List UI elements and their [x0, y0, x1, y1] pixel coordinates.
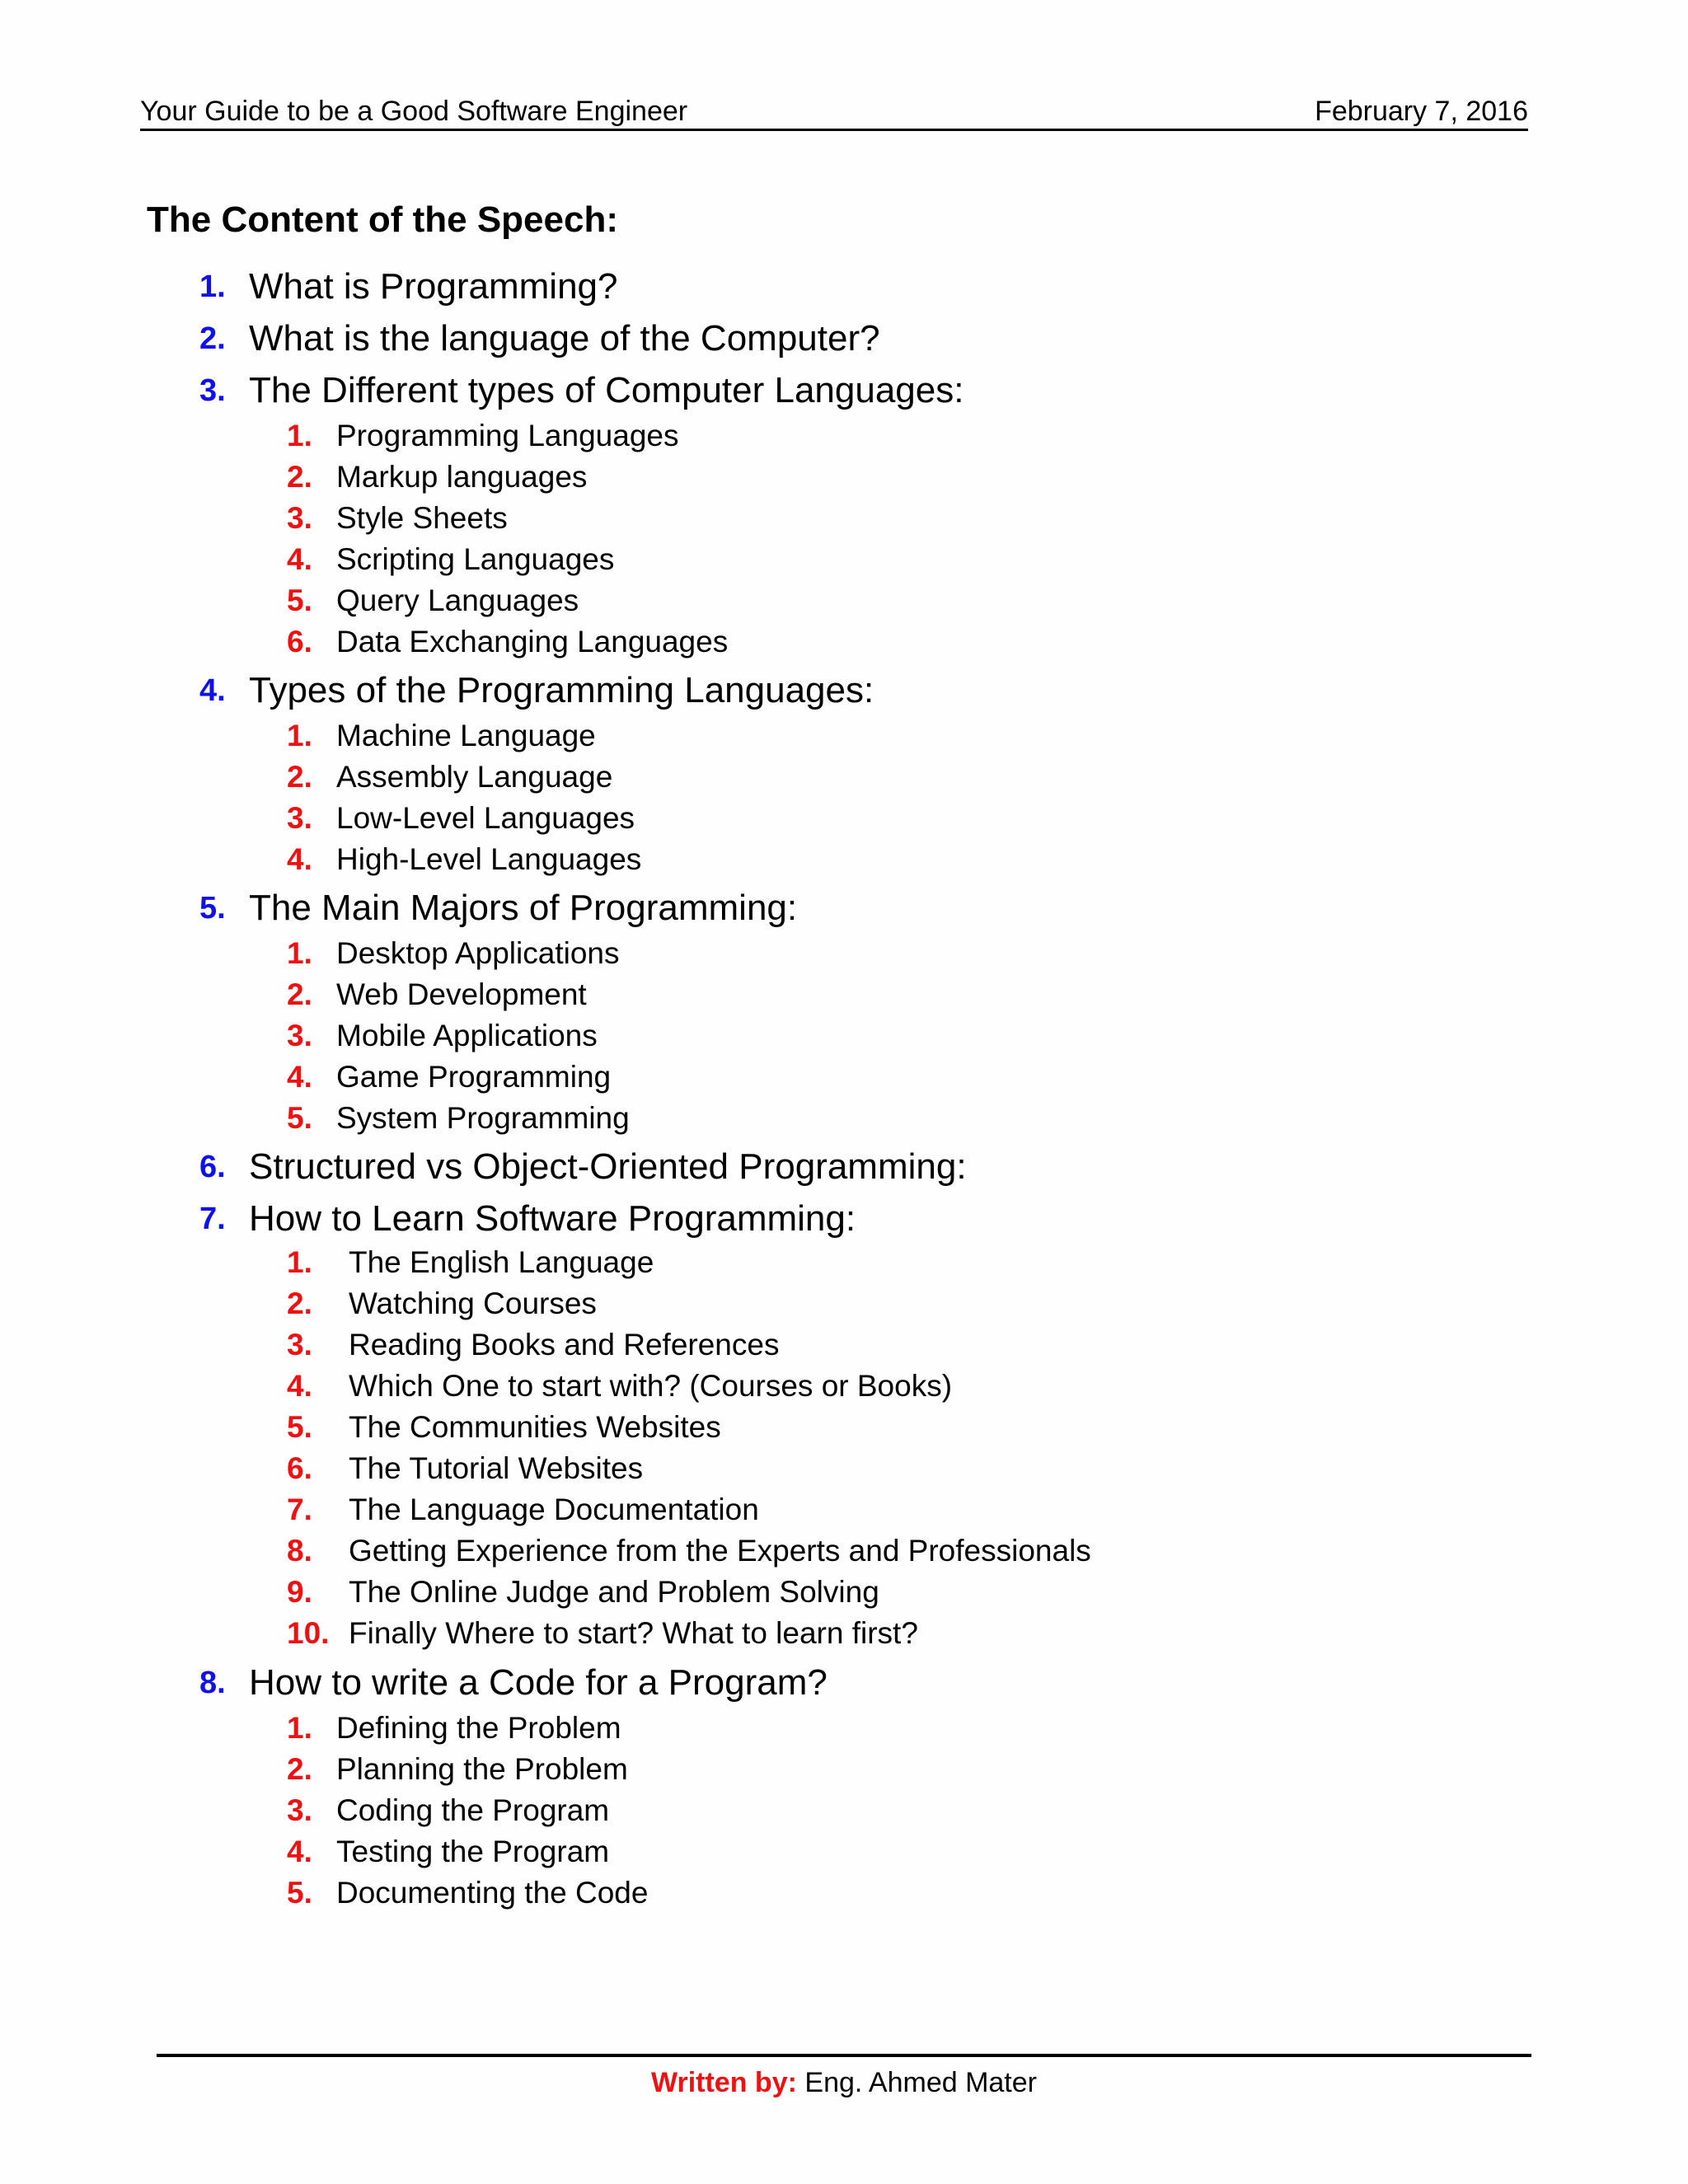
item-text: The Different types of Computer Languages:: [249, 370, 964, 410]
subitem-text: Planning the Problem: [336, 1752, 628, 1786]
toc-item: [0, 1146, 1688, 1187]
item-text: How to write a Code for a Program?: [249, 1662, 828, 1703]
item-number: 7.: [199, 1202, 226, 1236]
toc-subitem: [0, 1103, 1688, 1139]
toc-item: [0, 1662, 1688, 1703]
subitem-text: Reading Books and References: [349, 1328, 780, 1361]
toc-subitem: [0, 462, 1688, 498]
subitem-text: Markup languages: [336, 460, 588, 494]
subitem-number: 5.: [287, 1410, 312, 1444]
subitem-text: Getting Experience from the Experts and Professionals: [349, 1534, 1091, 1568]
document-date: February 7, 2016: [1315, 96, 1528, 127]
item-number: 6.: [199, 1150, 226, 1184]
subitem-text: Assembly Language: [336, 760, 613, 794]
toc-subitem: [0, 1577, 1688, 1613]
item-number: 2.: [199, 321, 226, 356]
section-heading: The Content of the Speech:: [147, 199, 618, 240]
toc-subitem: [0, 1836, 1688, 1872]
subitem-text: Finally Where to start? What to learn first?: [349, 1616, 918, 1650]
subitem-text: Game Programming: [336, 1060, 612, 1094]
item-number: 1.: [199, 269, 226, 304]
subitem-number: 2.: [287, 1752, 312, 1786]
subitem-text: Which One to start with? (Courses or Books): [349, 1369, 953, 1403]
footer-author: Eng. Ahmed Mater: [804, 2067, 1037, 2098]
subitem-text: Mobile Applications: [336, 1019, 598, 1052]
subitem-number: 1.: [287, 1245, 312, 1279]
toc-item: [0, 370, 1688, 410]
toc-subitem: [0, 626, 1688, 663]
toc-subitem: [0, 544, 1688, 580]
item-text: What is Programming?: [249, 266, 618, 307]
item-number: 8.: [199, 1666, 226, 1700]
footer-label: Written by:: [651, 2067, 797, 2098]
subitem-text: Scripting Languages: [336, 542, 615, 576]
subitem-text: Desktop Applications: [336, 936, 620, 970]
subitem-number: 1.: [287, 1711, 312, 1745]
item-text: What is the language of the Computer?: [249, 318, 880, 359]
toc-subitem: [0, 420, 1688, 457]
subitem-number: 4.: [287, 842, 312, 876]
subitem-text: The Online Judge and Problem Solving: [349, 1575, 879, 1609]
toc-subitem: [0, 503, 1688, 539]
subitem-text: The Language Documentation: [349, 1493, 759, 1526]
toc-subitem: [0, 1288, 1688, 1324]
subitem-text: Low-Level Languages: [336, 801, 635, 835]
subitem-number: 2.: [287, 760, 312, 794]
subitem-text: Programming Languages: [336, 419, 679, 452]
toc-subitem: [0, 1795, 1688, 1831]
subitem-number: 9.: [287, 1575, 312, 1609]
subitem-number: 6.: [287, 625, 312, 658]
toc-subitem: [0, 585, 1688, 621]
toc-subitem: [0, 762, 1688, 798]
toc-subitem: [0, 938, 1688, 974]
subitem-number: 2.: [287, 977, 312, 1011]
toc-subitem: [0, 1062, 1688, 1098]
toc-item: [0, 1198, 1688, 1239]
subitem-number: 3.: [287, 1328, 312, 1361]
subitem-number: 1.: [287, 719, 312, 752]
toc-subitem: [0, 1453, 1688, 1489]
subitem-number: 4.: [287, 1835, 312, 1868]
toc-subitem: [0, 1020, 1688, 1057]
subitem-number: 3.: [287, 1793, 312, 1827]
subitem-text: Watching Courses: [349, 1286, 597, 1320]
toc-subitem: [0, 979, 1688, 1015]
toc-subitem: [0, 803, 1688, 839]
subitem-text: High-Level Languages: [336, 842, 642, 876]
toc-subitem: [0, 1412, 1688, 1448]
subitem-number: 4.: [287, 1369, 312, 1403]
toc-subitem: [0, 844, 1688, 880]
subitem-text: The Tutorial Websites: [349, 1451, 644, 1485]
subitem-text: System Programming: [336, 1101, 630, 1135]
subitem-number: 5.: [287, 583, 312, 617]
subitem-text: The Communities Websites: [349, 1410, 721, 1444]
toc-subitem: [0, 720, 1688, 757]
subitem-text: Testing the Program: [336, 1835, 610, 1868]
subitem-number: 8.: [287, 1534, 312, 1568]
subitem-text: Web Development: [336, 977, 587, 1011]
toc-subitem: [0, 1329, 1688, 1366]
subitem-number: 5.: [287, 1101, 312, 1135]
subitem-number: 2.: [287, 460, 312, 494]
subitem-number: 3.: [287, 1019, 312, 1052]
subitem-text: Style Sheets: [336, 501, 508, 535]
toc-subitem: [0, 1535, 1688, 1572]
subitem-number: 4.: [287, 542, 312, 576]
page-header: [140, 91, 1528, 131]
subitem-number: 2.: [287, 1286, 312, 1320]
toc-item: [0, 266, 1688, 307]
subitem-text: Coding the Program: [336, 1793, 610, 1827]
toc-subitem: [0, 1713, 1688, 1749]
item-text: The Main Majors of Programming:: [249, 888, 798, 928]
subitem-text: Machine Language: [336, 719, 596, 752]
subitem-number: 1.: [287, 936, 312, 970]
item-number: 3.: [199, 373, 226, 408]
toc-item: [0, 670, 1688, 710]
subitem-text: Data Exchanging Languages: [336, 625, 729, 658]
subitem-number: 6.: [287, 1451, 312, 1485]
toc-subitem: [0, 1247, 1688, 1283]
item-text: Types of the Programming Languages:: [249, 670, 874, 710]
toc-item: [0, 890, 1688, 926]
subitem-number: 3.: [287, 501, 312, 535]
toc-subitem: [0, 1877, 1688, 1914]
toc-subitem: [0, 1618, 1688, 1654]
page-footer: [0, 2066, 1688, 2099]
subitem-number: 1.: [287, 419, 312, 452]
toc-subitem: [0, 1494, 1688, 1530]
subitem-number: 5.: [287, 1876, 312, 1910]
subitem-number: 4.: [287, 1060, 312, 1094]
subitem-text: Defining the Problem: [336, 1711, 621, 1745]
subitem-number: 7.: [287, 1493, 312, 1526]
toc-subitem: [0, 1754, 1688, 1790]
item-text: Structured vs Object-Oriented Programming:: [249, 1146, 967, 1187]
document-title: Your Guide to be a Good Software Engineer: [140, 96, 688, 127]
subitem-text: The English Language: [349, 1245, 654, 1279]
subitem-number: 3.: [287, 801, 312, 835]
item-number: 4.: [199, 673, 226, 708]
item-text: How to Learn Software Programming:: [249, 1198, 856, 1239]
toc-item: [0, 318, 1688, 359]
subitem-text: Documenting the Code: [336, 1876, 649, 1910]
footer-divider: [157, 2054, 1531, 2057]
subitem-number: 10.: [287, 1616, 330, 1650]
subitem-text: Query Languages: [336, 583, 579, 617]
item-number: 5.: [199, 891, 226, 926]
toc-subitem: [0, 1371, 1688, 1407]
